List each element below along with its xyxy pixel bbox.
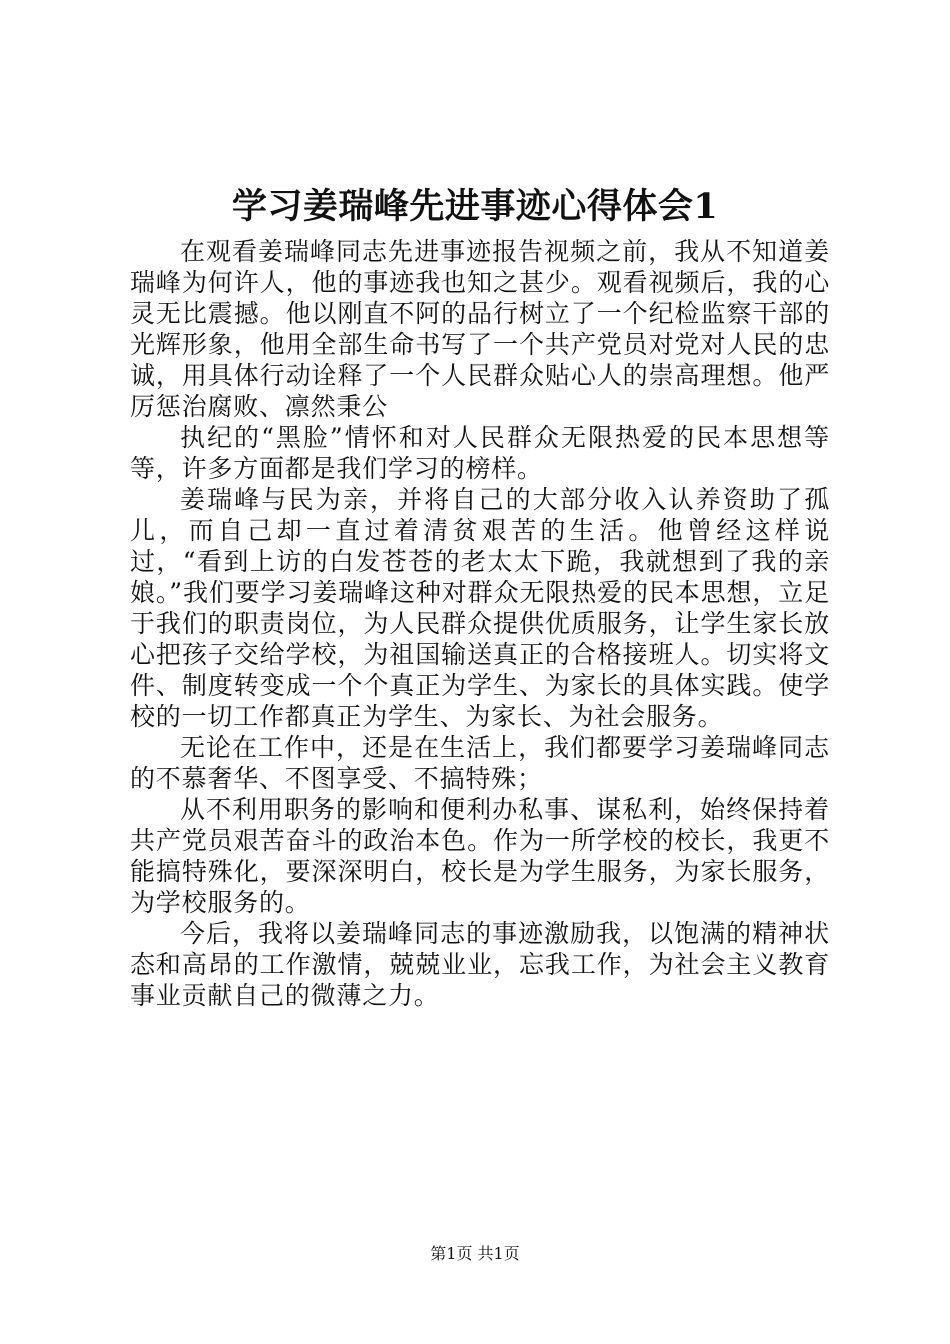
paragraph-5: 从不利用职务的影响和便利办私事、谋私利，始终保持着共产党员艰苦奋斗的政治本色。作为一所学校的校长，我更不能搞特殊化，要深深明白，校长是为学生服务，为家长服务，为学校服务的。 [130, 795, 830, 917]
paragraph-4: 无论在工作中，还是在生活上，我们都要学习姜瑞峰同志的不慕奢华、不图享受、不搞特殊； [130, 733, 830, 793]
paragraph-2: 执纪的“黑脸”情怀和对人民群众无限热爱的民本思想等等，许多方面都是我们学习的榜样。 [130, 423, 830, 483]
paragraph-6: 今后，我将以姜瑞峰同志的事迹激励我，以饱满的精神状态和高昂的工作激情，兢兢业业，忘我工作，为社会主义教育事业贡献自己的微薄之力。 [130, 919, 830, 1010]
document-body [130, 236, 830, 1011]
document-title: 学习姜瑞峰先进事迹心得体会1 [231, 186, 719, 227]
paragraph-1: 在观看姜瑞峰同志先进事迹报告视频之前，我从不知道姜瑞峰为何许人，他的事迹我也知之甚少。观看视频后，我的心灵无比震撼。他以刚直不阿的品行树立了一个纪检监察干部的光辉形象，他用全部生命书写了一个共产党员对党对人民的忠诚，用具体行动诠释了一个人民群众贴心人的崇高理想。他严厉惩治腐败、凛然秉公 [130, 237, 830, 421]
page-number-footer: 第1页 共1页 [430, 1244, 520, 1263]
paragraph-3: 姜瑞峰与民为亲，并将自己的大部分收入认养资助了孤儿，而自己却一直过着清贫艰苦的生活。他曾经这样说过，“看到上访的白发苍苍的老太太下跪，我就想到了我的亲娘。”我们要学习姜瑞峰这种对群众无限热爱的民本思想，立足于我们的职责岗位，为人民群众提供优质服务，让学生家长放心把孩子交给学校，为祖国输送真正的合格接班人。切实将文件、制度转变成一个个真正为学生、为家长的具体实践。使学校的一切工作都真正为学生、为家长、为社会服务。 [130, 485, 830, 731]
